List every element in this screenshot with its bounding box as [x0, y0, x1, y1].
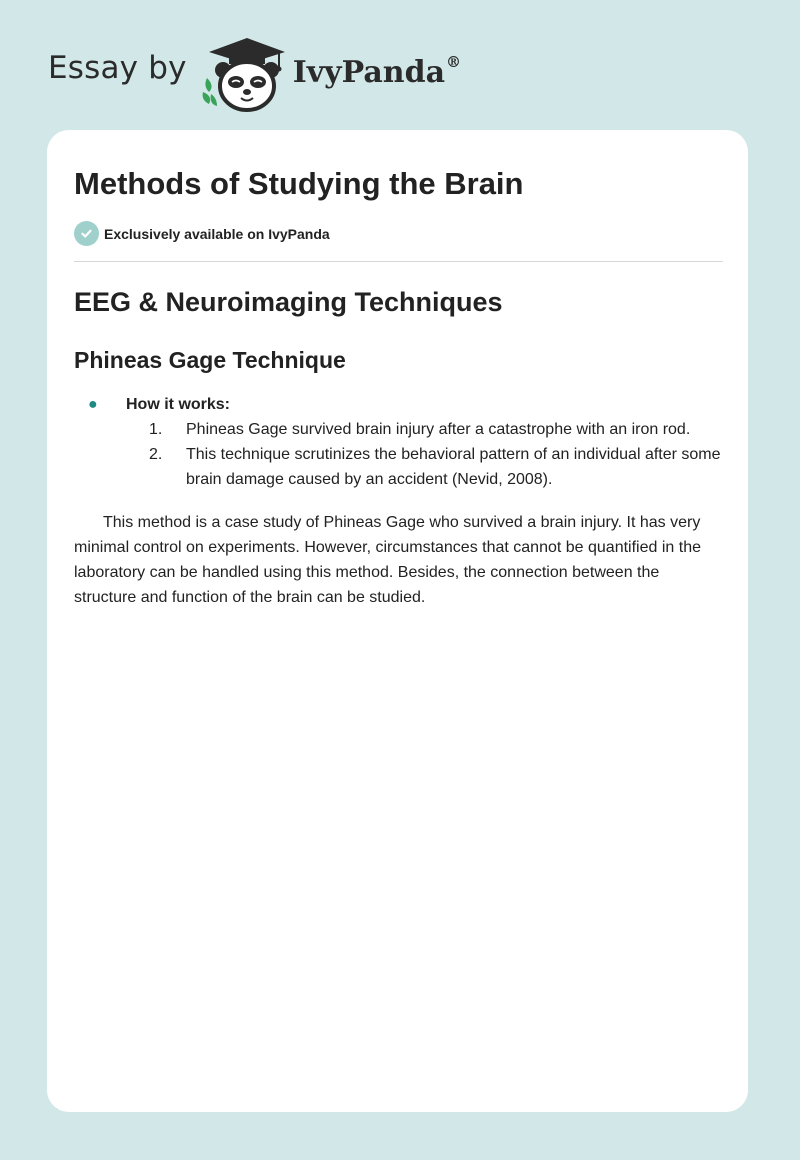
subsection-heading: Phineas Gage Technique [74, 347, 346, 373]
body-paragraph: This method is a case study of Phineas Gage who survived a brain injury. It has very minimal control on experiments. However, circumstances that cannot be quantified in the laboratory can be handled using this method. Besides, the connection between the structure and function of the brain can be studied. [74, 514, 701, 606]
check-circle-icon [74, 221, 99, 246]
panda-logo-icon [199, 34, 291, 114]
divider [74, 261, 723, 262]
bullet-item [74, 392, 724, 417]
list-number: 2. [149, 446, 163, 463]
exclusive-badge [74, 221, 330, 246]
bullet-dot-icon: ● [88, 396, 98, 413]
brand-prefix: Essay by [48, 50, 187, 86]
list-item [74, 417, 724, 442]
essay-card [47, 130, 748, 1112]
how-it-works-list [74, 392, 724, 492]
brand-name: IvyPanda® [292, 52, 462, 90]
list-item-text: Phineas Gage survived brain injury after a catastrophe with an iron rod. [186, 421, 691, 438]
badge-text: Exclusively available on IvyPanda [104, 225, 330, 242]
bullet-label: How it works: [126, 396, 231, 413]
page-title: Methods of Studying the Brain [74, 166, 524, 201]
list-item [74, 442, 724, 492]
list-number: 1. [149, 421, 163, 438]
site-brand[interactable] [48, 34, 461, 114]
section-heading: EEG & Neuroimaging Techniques [74, 287, 503, 317]
list-item-text: This technique scrutinizes the behavioral pattern of an individual after some brain damage caused by an accident (Nevid, 2008). [186, 446, 721, 488]
